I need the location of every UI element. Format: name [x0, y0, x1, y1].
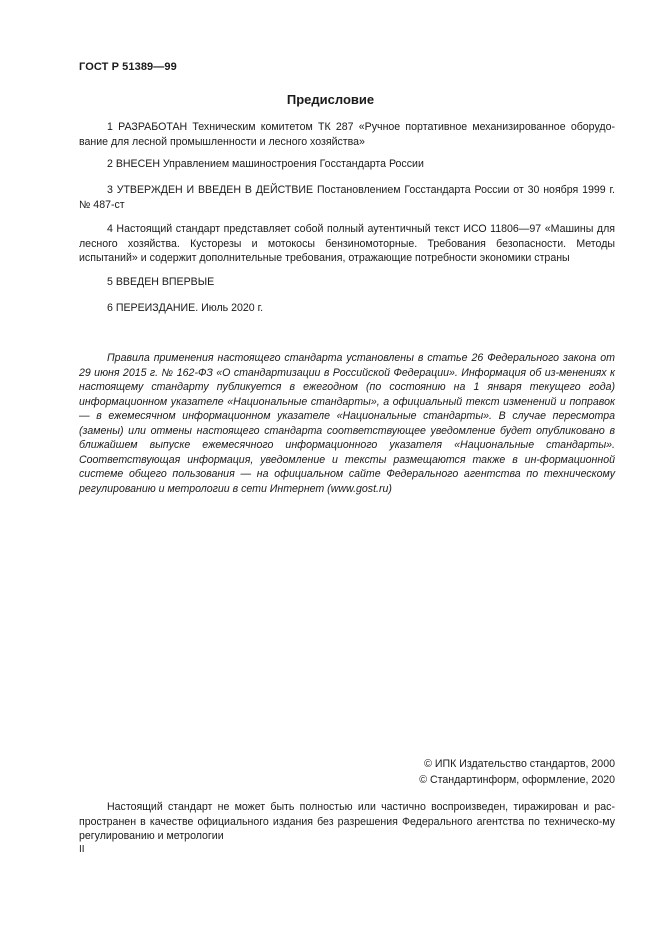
legal-notice: Правила применения настоящего стандарта установлены в статье 26 Федерального закона от 29 июня 2015 г. № 162-ФЗ «О стандартизации в Российской Федерации». Информация об из-менениях к настоящему стандарту публикуется в ежегодном (по состоянию на 1 января текущего года) информационном указателе «Национальные стандарты», а официальный текст изменений и поправок — в ежемесячном информационном указателе «Национальные стандарты». В случае пересмотра (замены) или отмены настоящего стандарта соответствующее уведомление будет опубликовано в ближайшем выпуске ежемесячного информационного указателя «Национальные стандарты». Соответствующая информация, уведомление и тексты размещаются также в ин-формационной системе общего пользования — на официальном сайте Федерального агентства по техническому регулированию и метрологии в сети Интернет (www.gost.ru)	[79, 352, 615, 495]
foreword-item-3: 3 УТВЕРЖДЕН И ВВЕДЕН В ДЕЙСТВИЕ Постановлением Госстандарта России от 30 ноября 1999 г. № 487-ст	[79, 184, 615, 211]
foreword-item-4: 4 Настоящий стандарт представляет собой полный аутентичный текст ИСО 11806—97 «Машины для лесного хозяйства. Кусторезы и мотокосы бензиномоторные. Требования безопасности. Методы испытаний» и содержит дополнительные требования, отражающие потребности экономики страны	[79, 223, 615, 264]
page-title: Предисловие	[286, 92, 375, 107]
copyright-line-1: © ИПК Издательство стандартов, 2000	[424, 758, 615, 770]
foreword-item-2: 2 ВНЕСЕН Управлением машиностроения Госстандарта России	[107, 158, 424, 170]
page-number: II	[79, 844, 85, 855]
foreword-item-5: 5 ВВЕДЕН ВПЕРВЫЕ	[107, 276, 215, 288]
foreword-item-6: 6 ПЕРЕИЗДАНИЕ. Июль 2020 г.	[107, 302, 264, 314]
reproduction-notice: Настоящий стандарт не может быть полностью или частично воспроизведен, тиражирован и рас-пространен в качестве официального издания без разрешения Федерального агентства по техническо-му регулированию и метрологии	[79, 801, 615, 842]
copyright-line-2: © Стандартинформ, оформление, 2020	[419, 774, 615, 786]
foreword-item-1: 1 РАЗРАБОТАН Техническим комитетом ТК 287 «Ручное портативное механизированное оборудо-вание для лесной промышленности и лесного хозяйства»	[79, 121, 615, 148]
document-code: ГОСТ Р 51389—99	[79, 61, 177, 73]
